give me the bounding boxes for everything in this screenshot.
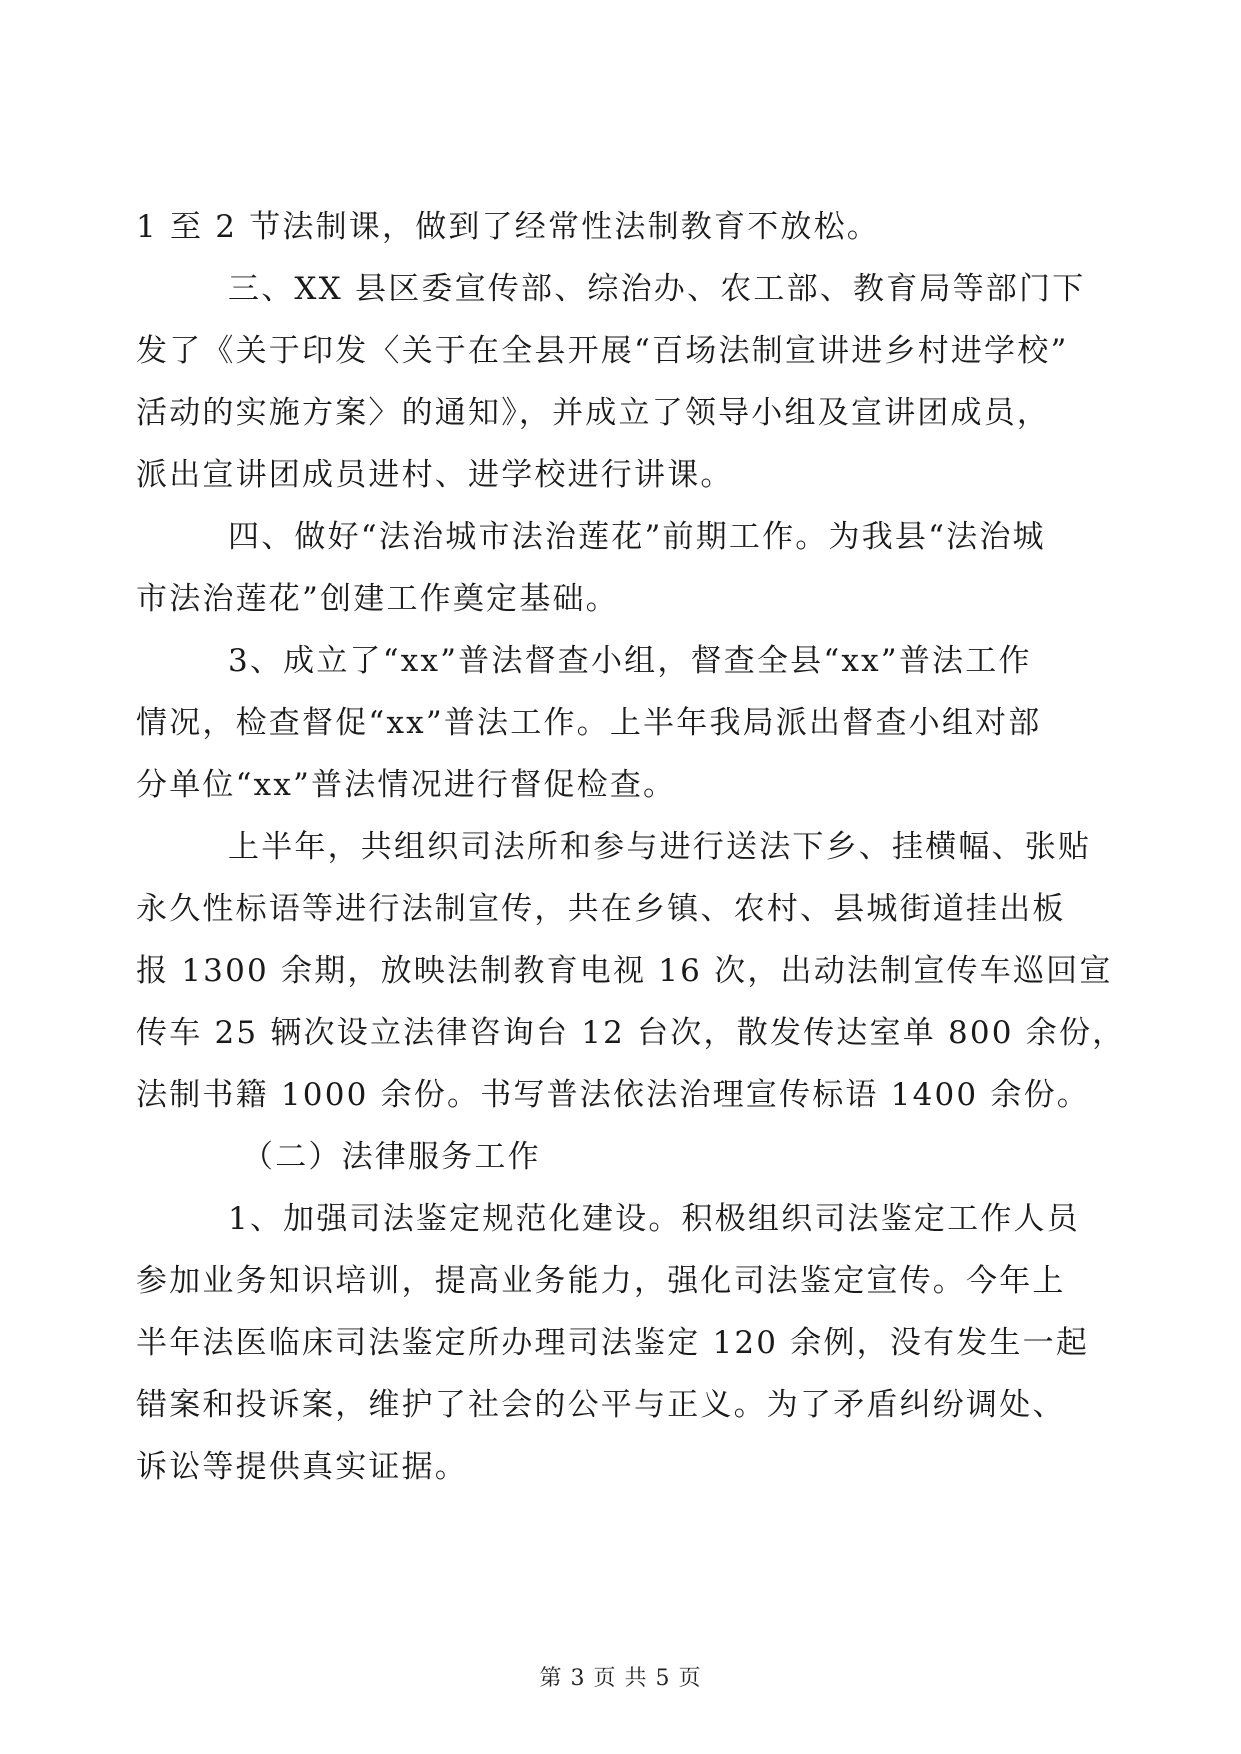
paragraph-judicial-appraisal: 1、加强司法鉴定规范化建设。积极组织司法鉴定工作人员 bbox=[228, 1201, 1080, 1237]
text-line: 参加业务知识培训，提高业务能力，强化司法鉴定宣传。今年上 bbox=[136, 1263, 1066, 1299]
text-line: 传车 25 辆次设立法律咨询台 12 台次，散发传达室单 800 余份， bbox=[136, 1015, 1126, 1051]
page-number: 第 3 页 共 5 页 bbox=[539, 1666, 702, 1691]
text-line: 派出宣讲团成员进村、进学校进行讲课。 bbox=[136, 457, 734, 493]
paragraph-section-four: 四、做好“法治城市法治莲花”前期工作。为我县“法治城 bbox=[228, 519, 1046, 555]
text-line: 诉讼等提供真实证据。 bbox=[136, 1449, 468, 1485]
paragraph-section-three: 三、XX 县区委宣传部、综治办、农工部、教育局等部门下 bbox=[228, 271, 1086, 307]
text-line: 情况，检查督促“xx”普法工作。上半年我局派出督查小组对部 bbox=[136, 705, 1042, 741]
paragraph-item-three: 3、成立了“xx”普法督查小组，督查全县“xx”普法工作 bbox=[228, 643, 1032, 679]
text-line: 法制书籍 1000 余份。书写普法依法治理宣传标语 1400 余份。 bbox=[136, 1077, 1090, 1113]
text-line: 永久性标语等进行法制宣传，共在乡镇、农村、县城街道挂出板 bbox=[136, 891, 1066, 927]
text-line: 报 1300 余期，放映法制教育电视 16 次，出动法制宣传车巡回宣 bbox=[136, 953, 1113, 989]
document-body bbox=[136, 196, 1126, 1498]
text-line: 半年法医临床司法鉴定所办理司法鉴定 120 余例，没有发生一起 bbox=[136, 1325, 1090, 1361]
text-line: 1 至 2 节法制课，做到了经常性法制教育不放松。 bbox=[136, 209, 881, 245]
text-line: 分单位“xx”普法情况进行督促检查。 bbox=[136, 767, 677, 803]
text-line: 活动的实施方案〉的通知》，并成立了领导小组及宣讲团成员， bbox=[136, 395, 1051, 431]
text-line: 市法治莲花”创建工作奠定基础。 bbox=[136, 581, 619, 617]
text-line: 错案和投诉案，维护了社会的公平与正义。为了矛盾纠纷调处、 bbox=[136, 1387, 1066, 1423]
text-line: 发了《关于印发〈关于在全县开展“百场法制宣讲进乡村进学校” bbox=[136, 333, 1069, 369]
section-heading-legal-services: （二）法律服务工作 bbox=[242, 1139, 541, 1175]
paragraph-half-year-summary: 上半年，共组织司法所和参与进行送法下乡、挂横幅、张贴 bbox=[228, 829, 1092, 865]
